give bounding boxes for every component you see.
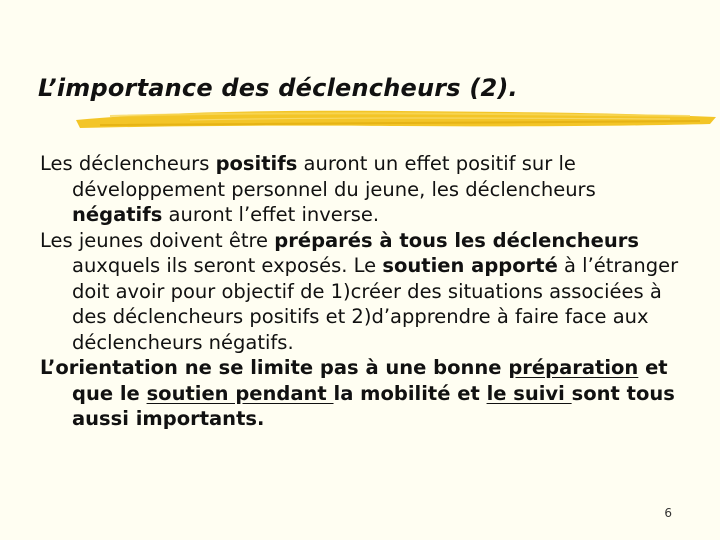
text-segment: préparés à tous les déclencheurs bbox=[274, 228, 639, 252]
text-segment: auront l’effet inverse. bbox=[162, 203, 380, 226]
text-segment: le suivi bbox=[486, 381, 572, 405]
text-segment: Les déclencheurs bbox=[40, 152, 216, 175]
text-segment: auxquels ils seront exposés. Le bbox=[72, 254, 383, 277]
paragraph-positive-negative-triggers bbox=[40, 151, 690, 228]
text-segment: soutien pendant bbox=[146, 381, 334, 405]
slide-body bbox=[40, 151, 690, 432]
slide-title: L’importance des déclencheurs (2). bbox=[38, 74, 518, 102]
text-segment: à l’étranger doit avoir pour objectif de 1)créer des situations associées à des déclencheurs positifs et 2)d’apprendre à faire face aux déclencheurs négatifs. bbox=[72, 254, 679, 354]
title-underline-brushstroke bbox=[70, 104, 720, 136]
text-segment: soutien apporté bbox=[382, 254, 558, 277]
slide-number: 6 bbox=[664, 506, 672, 520]
paragraph-preparation-support bbox=[40, 228, 690, 356]
text-segment: la mobilité et bbox=[333, 381, 487, 405]
text-segment: préparation bbox=[508, 356, 639, 379]
text-segment: négatifs bbox=[72, 203, 163, 226]
text-segment: et que le bbox=[72, 356, 668, 405]
paragraph-orientation bbox=[40, 355, 690, 432]
text-segment: L’orientation ne se limite pas à une bonne bbox=[40, 356, 509, 379]
text-segment: Les jeunes doivent être bbox=[40, 228, 275, 252]
text-segment: positifs bbox=[215, 152, 298, 175]
text-segment: auront un effet positif sur le développement personnel du jeune, les déclencheurs bbox=[72, 152, 596, 201]
text-segment: sont tous aussi importants. bbox=[72, 381, 675, 430]
